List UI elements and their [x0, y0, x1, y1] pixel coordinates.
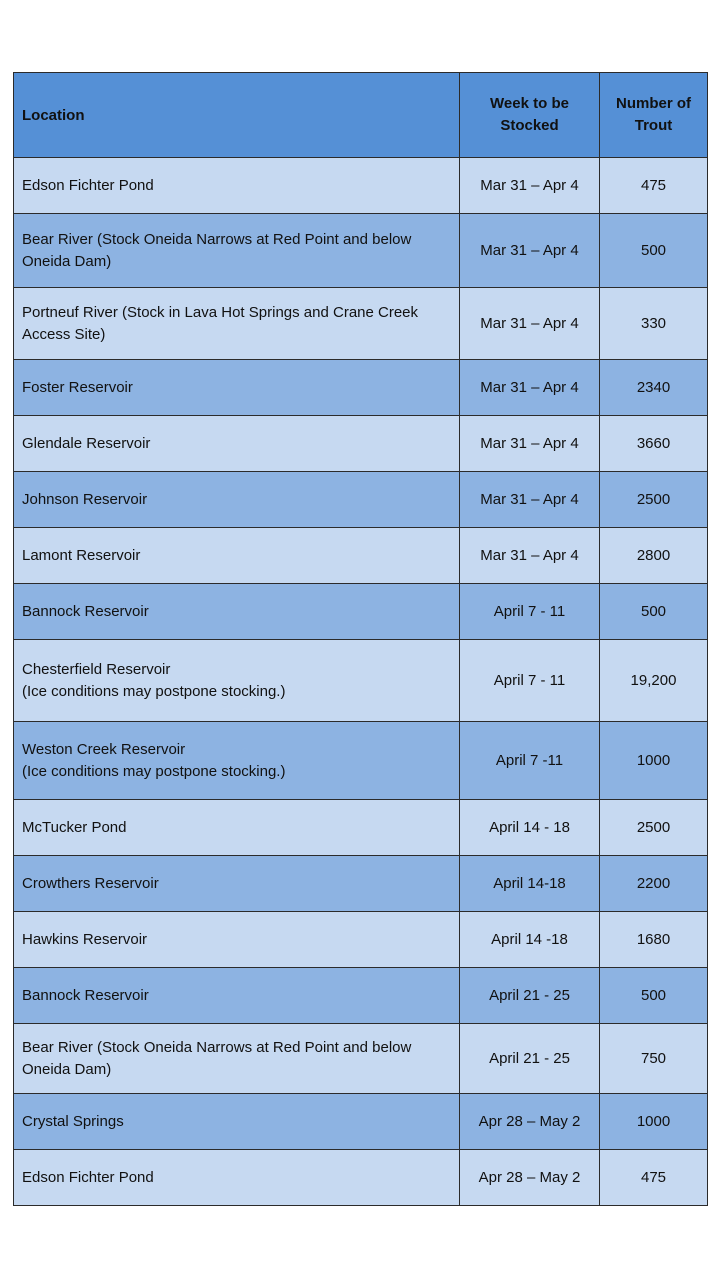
location-name: Edson Fichter Pond: [22, 1168, 154, 1186]
table-row: [14, 288, 708, 360]
location-name: Edson Fichter Pond: [22, 176, 154, 194]
trout-count-cell: 2500: [600, 472, 708, 528]
trout-count-cell: 1000: [600, 722, 708, 800]
header-week-line-1: Week to be: [490, 95, 569, 112]
week-cell: April 7 - 11: [460, 584, 600, 640]
location-name: Bear River (Stock Oneida Narrows at Red Point and below Oneida Dam): [22, 230, 412, 270]
table-row: [14, 214, 708, 288]
location-cell: [14, 912, 460, 968]
stocking-schedule-table: [13, 72, 708, 1206]
week-cell: Mar 31 – Apr 4: [460, 416, 600, 472]
location-cell: [14, 472, 460, 528]
location-name: Chesterfield Reservoir: [22, 660, 171, 678]
table-row: [14, 912, 708, 968]
table-row: [14, 360, 708, 416]
location-name: Glendale Reservoir: [22, 434, 151, 452]
trout-count-cell: 500: [600, 968, 708, 1024]
location-cell: [14, 856, 460, 912]
trout-count-cell: 2800: [600, 528, 708, 584]
location-name: Bannock Reservoir: [22, 602, 149, 620]
week-cell: Mar 31 – Apr 4: [460, 214, 600, 288]
location-name: McTucker Pond: [22, 818, 127, 836]
week-cell: April 21 - 25: [460, 1024, 600, 1094]
table-row: [14, 1024, 708, 1094]
location-cell: [14, 528, 460, 584]
trout-count-cell: 750: [600, 1024, 708, 1094]
table-row: [14, 472, 708, 528]
table-row: [14, 968, 708, 1024]
trout-count-cell: 1680: [600, 912, 708, 968]
location-note: (Ice conditions may postpone stocking.): [22, 682, 286, 700]
table-row: [14, 416, 708, 472]
location-cell: [14, 1024, 460, 1094]
trout-count-cell: 500: [600, 214, 708, 288]
week-cell: Mar 31 – Apr 4: [460, 528, 600, 584]
week-cell: Mar 31 – Apr 4: [460, 158, 600, 214]
location-cell: [14, 158, 460, 214]
week-cell: Apr 28 – May 2: [460, 1150, 600, 1206]
location-cell: [14, 640, 460, 722]
week-cell: Mar 31 – Apr 4: [460, 360, 600, 416]
trout-count-cell: 330: [600, 288, 708, 360]
location-name: Foster Reservoir: [22, 378, 133, 396]
header-row: [14, 73, 708, 158]
trout-count-cell: 475: [600, 1150, 708, 1206]
location-cell: [14, 1094, 460, 1150]
week-cell: April 21 - 25: [460, 968, 600, 1024]
location-cell: [14, 800, 460, 856]
location-name: Hawkins Reservoir: [22, 930, 148, 948]
trout-count-cell: 1000: [600, 1094, 708, 1150]
location-cell: [14, 288, 460, 360]
week-cell: Mar 31 – Apr 4: [460, 288, 600, 360]
table-row: [14, 722, 708, 800]
location-name: Lamont Reservoir: [22, 546, 141, 564]
header-week: [460, 73, 600, 158]
week-cell: April 7 -11: [460, 722, 600, 800]
location-name: Johnson Reservoir: [22, 490, 148, 508]
location-name: Portneuf River (Stock in Lava Hot Springs and Crane Creek Access Site): [22, 303, 419, 343]
table-row: [14, 1094, 708, 1150]
location-cell: [14, 416, 460, 472]
table-row: [14, 1150, 708, 1206]
table-row: [14, 158, 708, 214]
trout-count-cell: 19,200: [600, 640, 708, 722]
week-cell: Apr 28 – May 2: [460, 1094, 600, 1150]
table-row: [14, 528, 708, 584]
week-cell: April 14 -18: [460, 912, 600, 968]
trout-count-cell: 2200: [600, 856, 708, 912]
location-cell: [14, 360, 460, 416]
header-location: Location: [14, 73, 460, 158]
location-cell: [14, 1150, 460, 1206]
location-name: Crowthers Reservoir: [22, 874, 159, 892]
trout-count-cell: 500: [600, 584, 708, 640]
trout-count-cell: 475: [600, 158, 708, 214]
week-cell: April 14 - 18: [460, 800, 600, 856]
table-row: [14, 800, 708, 856]
location-cell: [14, 214, 460, 288]
header-week-line-2: Stocked: [500, 117, 559, 134]
location-name: Bear River (Stock Oneida Narrows at Red Point and below Oneida Dam): [22, 1038, 412, 1078]
location-cell: [14, 722, 460, 800]
table-row: [14, 856, 708, 912]
header-number-line-2: Trout: [634, 117, 673, 134]
location-note: (Ice conditions may postpone stocking.): [22, 762, 286, 780]
location-name: Weston Creek Reservoir: [22, 740, 186, 758]
location-name: Bannock Reservoir: [22, 986, 149, 1004]
trout-count-cell: 3660: [600, 416, 708, 472]
location-cell: [14, 968, 460, 1024]
table-row: [14, 640, 708, 722]
week-cell: April 14-18: [460, 856, 600, 912]
trout-count-cell: 2500: [600, 800, 708, 856]
header-number: [600, 73, 708, 158]
table-row: [14, 584, 708, 640]
location-cell: [14, 584, 460, 640]
location-name: Crystal Springs: [22, 1112, 124, 1130]
week-cell: April 7 - 11: [460, 640, 600, 722]
week-cell: Mar 31 – Apr 4: [460, 472, 600, 528]
trout-count-cell: 2340: [600, 360, 708, 416]
header-number-line-1: Number of: [616, 95, 691, 112]
